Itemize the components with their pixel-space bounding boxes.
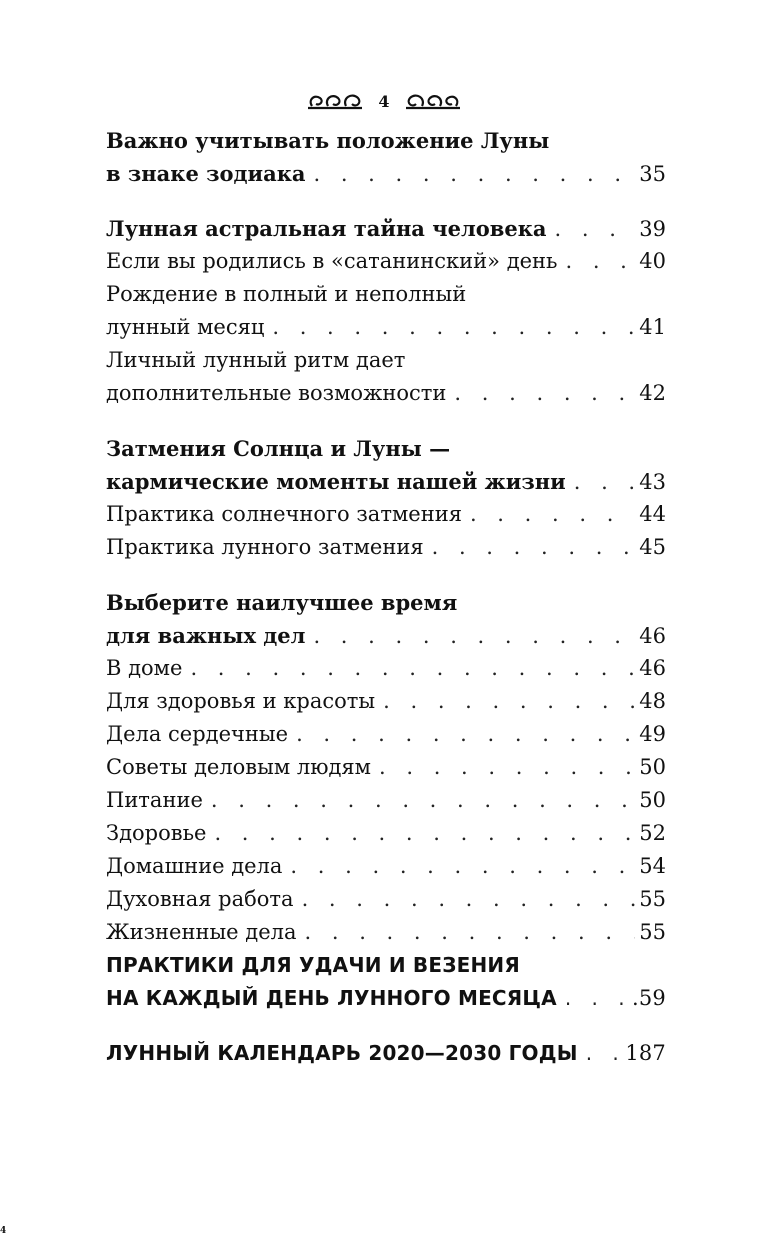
toc-entry-title: Дела сердечные xyxy=(106,722,289,746)
toc-entry-title: Личный лунный ритм дает xyxy=(106,348,406,372)
toc-entry-page: 43 xyxy=(639,470,666,494)
dot-leader xyxy=(190,652,635,685)
toc-entry[interactable] xyxy=(106,344,666,410)
right-ornament-icon xyxy=(402,90,462,112)
toc-entry[interactable] xyxy=(106,949,666,1015)
toc-entry[interactable] xyxy=(106,685,666,718)
section-gap xyxy=(106,1015,666,1037)
dot-leader xyxy=(565,245,635,278)
toc-entry-title: дополнительные возможности xyxy=(106,381,447,405)
toc-entry-page: 50 xyxy=(639,755,666,779)
toc-entry-title: Духовная работа xyxy=(106,887,294,911)
left-ornament-icon xyxy=(306,90,366,112)
toc-entry[interactable] xyxy=(106,124,666,190)
toc-entry[interactable] xyxy=(106,718,666,751)
toc-entry-page: 50 xyxy=(639,788,666,812)
toc-entry-page: 55 xyxy=(639,920,666,944)
toc-entry[interactable] xyxy=(106,586,666,652)
toc-entry[interactable] xyxy=(106,916,666,949)
dot-leader xyxy=(555,213,636,246)
dot-leader xyxy=(290,850,635,883)
toc-entry-title: Если вы родились в «сатанинский» день xyxy=(106,249,558,273)
toc-entry[interactable] xyxy=(106,817,666,850)
page-number: 4 xyxy=(378,91,390,111)
toc-entry-title: Важно учитывать положение Луны xyxy=(106,128,550,153)
toc-entry-title: Здоровье xyxy=(106,821,207,845)
toc-entry-title: в знаке зодиака xyxy=(106,161,306,186)
toc-entry-title: Затмения Солнца и Луны — xyxy=(106,436,451,461)
dot-leader xyxy=(211,784,635,817)
toc-entry-title: ПРАКТИКИ ДЛЯ УДАЧИ И ВЕЗЕНИЯ xyxy=(106,953,520,977)
toc-entry-title: Рождение в полный и неполный xyxy=(106,282,467,306)
dot-leader xyxy=(302,883,636,916)
toc-entry[interactable] xyxy=(106,751,666,784)
toc-entry-title: для важных дел xyxy=(106,623,306,648)
toc-entry[interactable] xyxy=(106,850,666,883)
toc-entry-page: 42 xyxy=(639,381,666,405)
toc-entry[interactable] xyxy=(106,784,666,817)
toc-entry[interactable] xyxy=(106,498,666,531)
toc-entry-page: 52 xyxy=(639,821,666,845)
toc-entry-page: 44 xyxy=(639,502,666,526)
toc-entry[interactable] xyxy=(106,432,666,498)
toc-entry-page: 46 xyxy=(639,656,666,680)
toc-entry[interactable] xyxy=(106,531,666,564)
dot-leader xyxy=(214,817,635,850)
toc-entry-page: 39 xyxy=(639,217,666,241)
toc-entry-title: Домашние дела xyxy=(106,854,283,878)
toc-entry[interactable] xyxy=(106,1037,666,1070)
toc-entry[interactable] xyxy=(106,212,666,245)
toc-entry-title: Для здоровья и красоты xyxy=(106,689,376,713)
dot-leader xyxy=(305,916,636,949)
toc-entry-title: Советы деловым людям xyxy=(106,755,371,779)
toc-entry-page: 54 xyxy=(639,854,666,878)
toc-entry-page: 48 xyxy=(639,689,666,713)
table-of-contents xyxy=(106,124,666,1070)
toc-entry[interactable] xyxy=(106,652,666,685)
toc-entry-title: Питание xyxy=(106,788,203,812)
toc-entry[interactable] xyxy=(106,278,666,344)
toc-entry-title: лунный месяц xyxy=(106,315,265,339)
section-gap xyxy=(106,410,666,432)
dot-leader xyxy=(432,531,636,564)
dot-leader xyxy=(272,311,635,344)
toc-entry-page: 187 xyxy=(625,1041,666,1065)
dot-leader xyxy=(383,685,635,718)
section-gap xyxy=(106,190,666,212)
dot-leader xyxy=(296,718,635,751)
toc-entry-title: Лунная астральная тайна человека xyxy=(106,216,547,241)
toc-entry-title: ЛУННЫЙ КАЛЕНДАРЬ 2020—2030 ГОДЫ xyxy=(106,1041,578,1065)
toc-entry-page: 49 xyxy=(639,722,666,746)
dot-leader xyxy=(454,377,635,410)
toc-entry-page: 41 xyxy=(639,315,666,339)
toc-entry-page: 40 xyxy=(639,249,666,273)
dot-leader xyxy=(313,620,635,653)
toc-entry-title: В доме xyxy=(106,656,183,680)
toc-entry-title: Практика солнечного затмения xyxy=(106,502,462,526)
dot-leader xyxy=(313,158,635,191)
toc-entry[interactable] xyxy=(106,245,666,278)
dot-leader xyxy=(470,498,635,531)
dot-leader xyxy=(565,982,628,1015)
toc-entry-title: Выберите наилучшее время xyxy=(106,590,458,615)
toc-entry-page: 46 xyxy=(639,624,666,648)
dot-leader xyxy=(379,751,635,784)
toc-entry-page: 35 xyxy=(639,162,666,186)
page-header xyxy=(0,86,768,116)
dot-leader xyxy=(574,466,636,499)
toc-entry-title: кармические моменты нашей жизни xyxy=(106,469,566,494)
toc-entry[interactable] xyxy=(106,883,666,916)
toc-entry-page: .59 xyxy=(632,986,666,1010)
corner-mark: 4 xyxy=(0,1226,7,1236)
section-gap xyxy=(106,564,666,586)
toc-entry-title: НА КАЖДЫЙ ДЕНЬ ЛУННОГО МЕСЯЦА xyxy=(106,986,557,1010)
dot-leader xyxy=(586,1037,622,1070)
toc-entry-title: Жизненные дела xyxy=(106,920,297,944)
toc-entry-title: Практика лунного затмения xyxy=(106,535,424,559)
toc-entry-page: 45 xyxy=(639,535,666,559)
toc-entry-page: 55 xyxy=(639,887,666,911)
